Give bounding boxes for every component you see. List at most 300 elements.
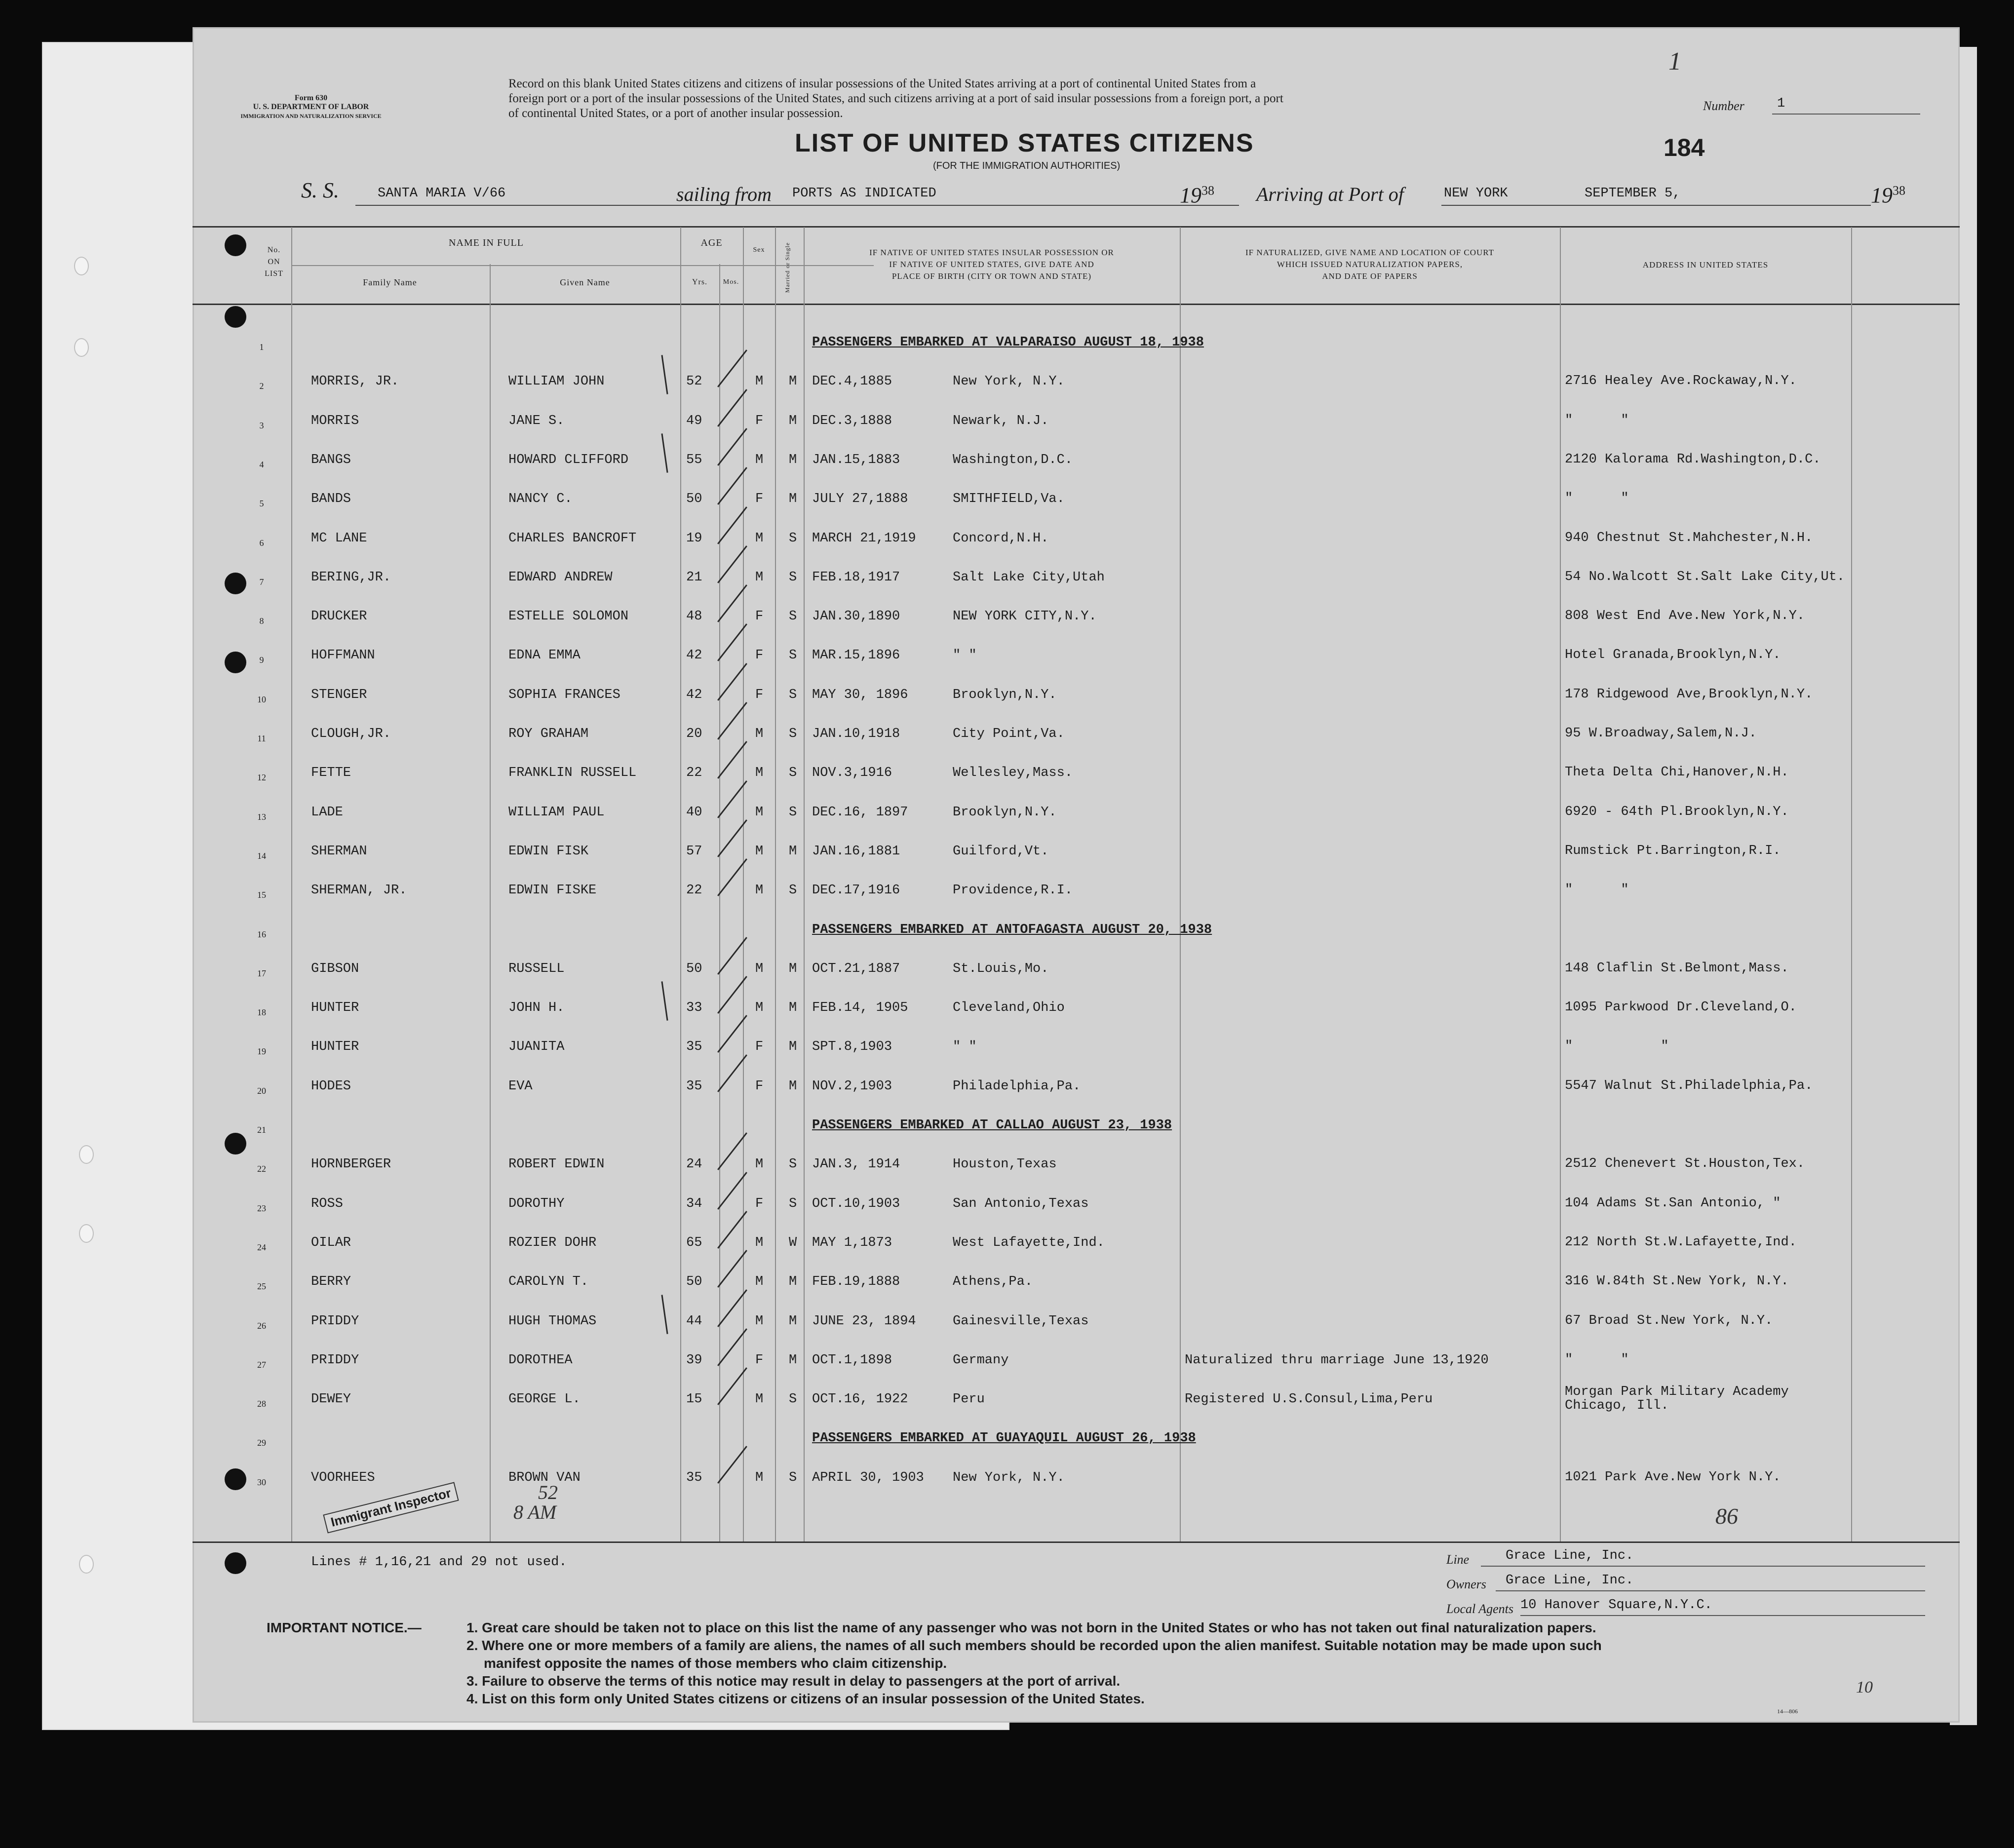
arriving-label: Arriving at Port of [1256, 183, 1404, 205]
cell-yrs: 49 [686, 413, 702, 428]
header-age: AGE [700, 237, 723, 248]
cell-bdate: JAN.16,1881 [812, 844, 900, 859]
cell-ms: S [789, 1392, 797, 1407]
cell-bplace: Concord,N.H. [953, 531, 1049, 546]
cell-family: PRIDDY [311, 1352, 359, 1368]
cell-bplace: " " [953, 648, 977, 663]
manifest-sheet [193, 27, 1960, 1723]
cell-sex: F [755, 648, 764, 663]
cell-bplace: San Antonio,Texas [953, 1196, 1089, 1211]
cell-given: FRANKLIN RUSSELL [508, 766, 637, 781]
cell-bplace: Salt Lake City,Utah [953, 570, 1105, 585]
cell-addr: 5547 Walnut St.Philadelphia,Pa. [1565, 1078, 1813, 1093]
cell-section: PASSENGERS EMBARKED AT GUAYAQUIL AUGUST 26, 1938 [812, 1431, 1196, 1446]
cell-bplace: " " [953, 1040, 977, 1055]
cell-bdate: OCT.21,1887 [812, 961, 900, 976]
cell-bdate: DEC.3,1888 [812, 413, 892, 428]
cell-family: SHERMAN, JR. [311, 883, 407, 898]
cell-family: STENGER [311, 687, 367, 702]
cell-sex: F [755, 1196, 764, 1211]
owners-label: Owners [1446, 1577, 1486, 1591]
cell-bdate: DEC.16, 1897 [812, 805, 908, 820]
cell-ms: S [789, 727, 797, 741]
cell-given: CHARLES BANCROFT [508, 531, 637, 546]
cell-addr: 2716 Healey Ave.Rockaway,N.Y. [1565, 374, 1797, 389]
cell-given: ROZIER DOHR [508, 1235, 597, 1250]
department-name: U. S. DEPARTMENT OF LABOR [253, 103, 369, 111]
cell-sex: F [755, 492, 764, 507]
cell-nat: Naturalized thru marriage June 13,1920 [1185, 1352, 1489, 1368]
cell-no: 13 [257, 811, 266, 822]
cell-ms: S [789, 648, 797, 663]
cell-ms: M [789, 1313, 797, 1329]
cell-bdate: SPT.8,1903 [812, 1040, 892, 1055]
cell-yrs: 22 [686, 883, 702, 898]
cell-family: HORNBERGER [311, 1157, 391, 1172]
cell-bdate: JUNE 23, 1894 [812, 1313, 916, 1329]
header-years: Yrs. [692, 278, 708, 286]
binder-hole-icon [79, 1145, 94, 1164]
cell-no: 1 [259, 342, 264, 352]
cell-no: 28 [257, 1399, 266, 1409]
pencil-mark-icon [661, 981, 668, 1021]
cell-given: ESTELLE SOLOMON [508, 609, 629, 624]
cell-bdate: MARCH 21,1919 [812, 531, 916, 546]
cell-bplace: SMITHFIELD,Va. [953, 492, 1065, 507]
cell-no: 23 [257, 1203, 266, 1213]
cell-no: 21 [257, 1125, 266, 1135]
cell-addr: 1021 Park Ave.New York N.Y. [1565, 1469, 1781, 1485]
cell-bdate: FEB.18,1917 [812, 570, 900, 585]
cell-family: OILAR [311, 1235, 351, 1250]
stamp-number: 184 [1664, 134, 1705, 161]
cell-bdate: DEC.17,1916 [812, 883, 900, 898]
instruction-line-3: of continental United States, or a port of another insular possession. [508, 107, 843, 120]
cell-bplace: Gainesville,Texas [953, 1313, 1089, 1329]
instruction-line-1: Record on this blank United States citizens and citizens of insular possessions of the United States arriving at a port of continental United States from a [508, 77, 1256, 90]
cell-no: 17 [257, 968, 266, 978]
cell-sex: M [755, 1157, 764, 1172]
cell-bdate: DEC.4,1885 [812, 374, 892, 389]
line-label: Line [1446, 1552, 1470, 1567]
ship-name: SANTA MARIA V/66 [378, 186, 506, 201]
cell-addr: " " [1565, 1039, 1669, 1054]
cell-ms: W [789, 1235, 797, 1250]
cell-ms: S [789, 1196, 797, 1211]
cell-bdate: FEB.19,1888 [812, 1274, 900, 1290]
cell-family: SHERMAN [311, 844, 367, 859]
cell-family: HODES [311, 1078, 351, 1094]
cell-sex: M [755, 1313, 764, 1329]
cell-family: MORRIS [311, 413, 359, 428]
cell-addr: 316 W.84th St.New York, N.Y. [1565, 1274, 1789, 1289]
cell-yrs: 50 [686, 1274, 702, 1290]
cell-ms: M [789, 1040, 797, 1055]
cell-bplace: Washington,D.C. [953, 452, 1073, 467]
cell-no: 24 [257, 1242, 266, 1252]
cell-ms: S [789, 805, 797, 820]
cell-addr: 95 W.Broadway,Salem,N.J. [1565, 726, 1757, 741]
cell-bplace: Philadelphia,Pa. [953, 1078, 1081, 1094]
arrival-date: SEPTEMBER 5, [1585, 186, 1681, 201]
cell-family: MC LANE [311, 531, 367, 546]
header-given-name: Given Name [560, 277, 610, 287]
cell-addr: 54 No.Walcott St.Salt Lake City,Ut. [1565, 569, 1845, 584]
cell-yrs: 52 [686, 374, 702, 389]
cell-family: DEWEY [311, 1392, 351, 1407]
cell-sex: M [755, 1001, 764, 1016]
notice-4: 4. List on this form only United States citizens or citizens of an insular possession of the United States. [466, 1691, 1145, 1706]
cell-bplace: St.Louis,Mo. [953, 961, 1049, 976]
cell-given: EDNA EMMA [508, 648, 581, 663]
cell-yrs: 40 [686, 805, 702, 820]
cell-bdate: JULY 27,1888 [812, 492, 908, 507]
cell-yrs: 50 [686, 961, 702, 976]
cell-no: 14 [257, 850, 266, 861]
local-agents-value: 10 Hanover Square,N.Y.C. [1520, 1598, 1712, 1613]
cell-given: EDWIN FISKE [508, 883, 597, 898]
cell-no: 5 [259, 499, 264, 509]
cell-no: 15 [257, 890, 266, 900]
cell-no: 18 [257, 1007, 266, 1018]
cell-given: EDWIN FISK [508, 844, 589, 859]
year-1-suffix: 38 [1201, 183, 1214, 198]
cell-sex: M [755, 531, 764, 546]
header-family-name: Family Name [363, 277, 417, 287]
handwritten-note-1: 52 [538, 1481, 558, 1503]
cell-family: BANGS [311, 452, 351, 467]
cell-ms: S [789, 531, 797, 546]
cell-bdate: OCT.1,1898 [812, 1352, 892, 1368]
cell-no: 19 [257, 1046, 266, 1057]
cell-bdate: OCT.10,1903 [812, 1196, 900, 1211]
form-number: Form 630 [294, 94, 328, 102]
cell-addr: Theta Delta Chi,Hanover,N.H. [1565, 765, 1789, 780]
cell-addr: Hotel Granada,Brooklyn,N.Y. [1565, 648, 1781, 663]
cell-no: 22 [257, 1164, 266, 1174]
number-label: Number [1703, 99, 1744, 113]
corner-mark: 10 [1856, 1678, 1873, 1696]
cell-yrs: 19 [686, 531, 702, 546]
cell-yrs: 44 [686, 1313, 702, 1329]
cell-bplace: Brooklyn,N.Y. [953, 805, 1057, 820]
cell-bdate: APRIL 30, 1903 [812, 1470, 924, 1485]
binder-hole-icon [79, 1224, 94, 1243]
cell-given: ROBERT EDWIN [508, 1157, 605, 1172]
cell-ms: M [789, 452, 797, 467]
punch-hole-icon [225, 1468, 246, 1490]
cell-bplace: Wellesley,Mass. [953, 766, 1073, 781]
cell-yrs: 39 [686, 1352, 702, 1368]
cell-ms: S [789, 1157, 797, 1172]
cell-no: 29 [257, 1438, 266, 1448]
cell-sex: M [755, 883, 764, 898]
cell-sex: M [755, 1392, 764, 1407]
cell-sex: M [755, 844, 764, 859]
cell-bplace: Athens,Pa. [953, 1274, 1033, 1290]
year-1: $19^{38}$ [1180, 183, 1214, 207]
cell-no: 12 [257, 772, 266, 783]
cell-bdate: JAN.15,1883 [812, 452, 900, 467]
cell-bplace: Peru [953, 1392, 985, 1407]
cell-given: JUANITA [508, 1040, 565, 1055]
cell-no: 7 [259, 577, 264, 587]
cell-bplace: Newark, N.J. [953, 413, 1049, 428]
punch-hole-icon [225, 573, 246, 594]
cell-given: WILLIAM JOHN [508, 374, 605, 389]
notice-1: 1. Great care should be taken not to place on this list the name of any passenger who was not born in the United States or who has not taken out final naturalization papers. [466, 1620, 1596, 1635]
cell-bdate: JAN.3, 1914 [812, 1157, 900, 1172]
cell-ms: M [789, 1078, 797, 1094]
cell-section: PASSENGERS EMBARKED AT VALPARAISO AUGUST 18, 1938 [812, 335, 1204, 350]
cell-yrs: 15 [686, 1392, 702, 1407]
number-value: 1 [1777, 96, 1785, 111]
pencil-mark-icon [661, 355, 668, 394]
cell-given: SOPHIA FRANCES [508, 687, 620, 702]
cell-addr: 2512 Chenevert St.Houston,Tex. [1565, 1156, 1805, 1172]
cell-no: 11 [257, 733, 266, 743]
cell-yrs: 21 [686, 570, 702, 585]
cell-bdate: NOV.2,1903 [812, 1078, 892, 1094]
header-address: ADDRESS IN UNITED STATES [1642, 260, 1769, 270]
cell-ms: M [789, 413, 797, 428]
cell-ms: S [789, 570, 797, 585]
cell-addr: " " [1565, 1352, 1629, 1367]
cell-bplace: Germany [953, 1352, 1009, 1368]
cell-addr: Morgan Park Military Academy Chicago, Ill. [1565, 1385, 1789, 1414]
year-2-suffix: 38 [1893, 183, 1905, 198]
cell-family: MORRIS, JR. [311, 374, 399, 389]
cell-no: 8 [259, 616, 264, 626]
cell-yrs: 24 [686, 1157, 702, 1172]
cell-given: DOROTHY [508, 1196, 565, 1211]
cell-nat: Registered U.S.Consul,Lima,Peru [1185, 1392, 1433, 1407]
cell-given: EVA [508, 1078, 533, 1094]
cell-yrs: 22 [686, 766, 702, 781]
cell-addr: 1095 Parkwood Dr.Cleveland,O. [1565, 1000, 1797, 1015]
sailing-from-value: PORTS AS INDICATED [792, 186, 936, 201]
cell-given: NANCY C. [508, 492, 573, 507]
cell-given: JOHN H. [508, 1001, 565, 1016]
cell-sex: M [755, 452, 764, 467]
cell-no: 30 [257, 1477, 266, 1487]
cell-family: DRUCKER [311, 609, 367, 624]
cell-yrs: 57 [686, 844, 702, 859]
cell-no: 20 [257, 1085, 266, 1096]
punch-hole-icon [225, 234, 246, 256]
cell-ms: M [789, 961, 797, 976]
cell-sex: M [755, 805, 764, 820]
binder-hole-icon [79, 1555, 94, 1574]
top-hand-mark: 1 [1668, 47, 1681, 76]
cell-addr: 67 Broad St.New York, N.Y. [1565, 1313, 1773, 1328]
cell-sex: M [755, 1274, 764, 1290]
notice-label: IMPORTANT NOTICE.— [267, 1620, 422, 1635]
handwritten-note-2: 8 AM [513, 1501, 557, 1523]
cell-bdate: MAY 1,1873 [812, 1235, 892, 1250]
punch-hole-icon [225, 1133, 246, 1155]
cell-ms: M [789, 374, 797, 389]
cell-ms: M [789, 1001, 797, 1016]
cell-sex: M [755, 374, 764, 389]
cell-bplace: Houston,Texas [953, 1157, 1057, 1172]
header-sex: Sex [753, 246, 765, 254]
notice-3: 3. Failure to observe the terms of this notice may result in delay to passengers at the port of arrival. [466, 1673, 1121, 1689]
cell-addr: " " [1565, 413, 1629, 428]
cell-family: HOFFMANN [311, 648, 375, 663]
cell-bplace: Cleveland,Ohio [953, 1001, 1065, 1016]
cell-bdate: JAN.10,1918 [812, 727, 900, 741]
cell-bdate: OCT.16, 1922 [812, 1392, 908, 1407]
cell-yrs: 65 [686, 1235, 702, 1250]
year-2: $19^{38}$ [1871, 183, 1905, 207]
binder-hole-icon [74, 257, 89, 275]
cell-sex: M [755, 1235, 764, 1250]
local-agents-label: Local Agents [1446, 1602, 1514, 1616]
cell-bdate: FEB.14, 1905 [812, 1001, 908, 1016]
owners-value: Grace Line, Inc. [1506, 1573, 1634, 1588]
cell-sex: M [755, 727, 764, 741]
header-birth: IF NATIVE OF UNITED STATES INSULAR POSSESSION OR IF NATIVE OF UNITED STATES, GIVE DATE AND PLACE OF BIRTH (CITY OR TOWN AND STATE) [869, 248, 1114, 281]
cell-family: GIBSON [311, 961, 359, 976]
cell-bplace: New York, N.Y. [953, 1470, 1065, 1485]
cell-sex: F [755, 413, 764, 428]
cell-yrs: 20 [686, 727, 702, 741]
port-name: NEW YORK [1444, 186, 1508, 201]
cell-no: 27 [257, 1359, 266, 1370]
cell-addr: 6920 - 64th Pl.Brooklyn,N.Y. [1565, 804, 1789, 819]
header-no-on-list: No. ON LIST [265, 246, 283, 278]
header-months: Mos. [723, 278, 739, 286]
cell-no: 2 [259, 381, 264, 391]
page-subtitle: (FOR THE IMMIGRATION AUTHORITIES) [933, 160, 1121, 171]
cell-no: 6 [259, 538, 264, 548]
cell-ms: S [789, 687, 797, 702]
cell-bplace: NEW YORK CITY,N.Y. [953, 609, 1097, 624]
cell-yrs: 35 [686, 1078, 702, 1094]
cell-addr: 104 Adams St.San Antonio, " [1565, 1195, 1781, 1211]
cell-family: PRIDDY [311, 1313, 359, 1329]
cell-bplace: Providence,R.I. [953, 883, 1073, 898]
sailing-from-label: sailing from [676, 183, 772, 205]
cell-no: 10 [257, 694, 266, 704]
cell-family: FETTE [311, 766, 351, 781]
cell-yrs: 55 [686, 452, 702, 467]
cell-given: ROY GRAHAM [508, 727, 589, 741]
binder-hole-icon [74, 338, 89, 357]
cell-family: BANDS [311, 492, 351, 507]
cell-bplace: New York, N.Y. [953, 374, 1065, 389]
cell-ms: M [789, 1352, 797, 1368]
cell-addr: 808 West End Ave.New York,N.Y. [1565, 609, 1805, 624]
cell-addr: " " [1565, 883, 1629, 898]
ss-label: S. S. [301, 178, 339, 202]
cell-ms: S [789, 609, 797, 624]
cell-sex: M [755, 570, 764, 585]
cell-bplace: City Point,Va. [953, 727, 1065, 741]
lines-not-used-note: Lines # 1,16,21 and 29 not used. [311, 1555, 567, 1570]
cell-addr: 148 Claflin St.Belmont,Mass. [1565, 961, 1789, 976]
cell-given: DOROTHEA [508, 1352, 573, 1368]
cell-sex: F [755, 609, 764, 624]
cell-sex: F [755, 1040, 764, 1055]
cell-sex: F [755, 1352, 764, 1368]
cell-family: HUNTER [311, 1001, 359, 1016]
cell-family: BERRY [311, 1274, 351, 1290]
cell-given: RUSSELL [508, 961, 565, 976]
notice-2: 2. Where one or more members of a family are aliens, the names of all such members should be recorded upon the alien manifest. Suitable notation may be made upon such [466, 1638, 1602, 1653]
cell-no: 16 [257, 929, 266, 939]
cell-sex: M [755, 766, 764, 781]
header-name-in-full: NAME IN FULL [449, 237, 524, 248]
cell-sex: M [755, 961, 764, 976]
cell-sex: F [755, 687, 764, 702]
cell-given: HOWARD CLIFFORD [508, 452, 629, 467]
cell-no: 25 [257, 1281, 266, 1292]
cell-bdate: MAY 30, 1896 [812, 687, 908, 702]
cell-given: BROWN VAN [508, 1470, 581, 1485]
cell-bplace: Brooklyn,N.Y. [953, 687, 1057, 702]
cell-no: 3 [259, 420, 264, 430]
cell-yrs: 42 [686, 648, 702, 663]
pencil-mark-icon [661, 1295, 668, 1334]
page-title: LIST OF UNITED STATES CITIZENS [795, 129, 1254, 157]
form-code: 14—806 [1777, 1708, 1798, 1715]
cell-given: GEORGE L. [508, 1392, 581, 1407]
cell-ms: M [789, 1274, 797, 1290]
cell-yrs: 48 [686, 609, 702, 624]
cell-yrs: 33 [686, 1001, 702, 1016]
punch-hole-icon [225, 652, 246, 673]
cell-given: JANE S. [508, 413, 565, 428]
cell-family: BERING,JR. [311, 570, 391, 585]
cell-yrs: 35 [686, 1470, 702, 1485]
cell-bplace: West Lafayette,Ind. [953, 1235, 1105, 1250]
cell-given: HUGH THOMAS [508, 1313, 597, 1329]
notice-2-cont: manifest opposite the names of those members who claim citizenship. [484, 1656, 947, 1671]
cell-given: EDWARD ANDREW [508, 570, 613, 585]
cell-yrs: 50 [686, 492, 702, 507]
cell-addr: 212 North St.W.Lafayette,Ind. [1565, 1234, 1797, 1250]
cell-ms: M [789, 492, 797, 507]
cell-bplace: Guilford,Vt. [953, 844, 1049, 859]
cell-family: HUNTER [311, 1040, 359, 1055]
inspector-stamp: Immigrant Inspector [323, 1482, 459, 1533]
cell-bdate: JAN.30,1890 [812, 609, 900, 624]
header-married-single: Married or Single [784, 242, 791, 293]
notice-label-text: IMPORTANT NOTICE. [267, 1620, 408, 1635]
page-mark: 86 [1715, 1503, 1738, 1529]
cell-addr: 178 Ridgewood Ave,Brooklyn,N.Y. [1565, 687, 1813, 702]
header-naturalized: IF NATURALIZED, GIVE NAME AND LOCATION OF COURT WHICH ISSUED NATURALIZATION PAPERS, AND DATE OF PAPERS [1245, 248, 1495, 281]
punch-hole-icon [225, 1552, 246, 1574]
service-name: IMMIGRATION AND NATURALIZATION SERVICE [240, 113, 382, 119]
cell-ms: S [789, 1470, 797, 1485]
cell-addr: 2120 Kalorama Rd.Washington,D.C. [1565, 452, 1821, 467]
instruction-line-2: foreign port or a port of the insular possessions of the United States, and such citizens arriving at a port of said insular possessions from a foreign port, a port [508, 92, 1283, 105]
cell-bdate: NOV.3,1916 [812, 766, 892, 781]
cell-section: PASSENGERS EMBARKED AT CALLAO AUGUST 23, 1938 [812, 1118, 1172, 1133]
cell-given: WILLIAM PAUL [508, 805, 605, 820]
cell-bdate: MAR.15,1896 [812, 648, 900, 663]
cell-yrs: 34 [686, 1196, 702, 1211]
pencil-mark-icon [661, 433, 668, 473]
punch-hole-icon [225, 306, 246, 328]
cell-yrs: 35 [686, 1040, 702, 1055]
cell-addr: 940 Chestnut St.Mahchester,N.H. [1565, 530, 1813, 545]
cell-section: PASSENGERS EMBARKED AT ANTOFAGASTA AUGUST 20, 1938 [812, 922, 1212, 937]
cell-addr: Rumstick Pt.Barrington,R.I. [1565, 843, 1781, 858]
